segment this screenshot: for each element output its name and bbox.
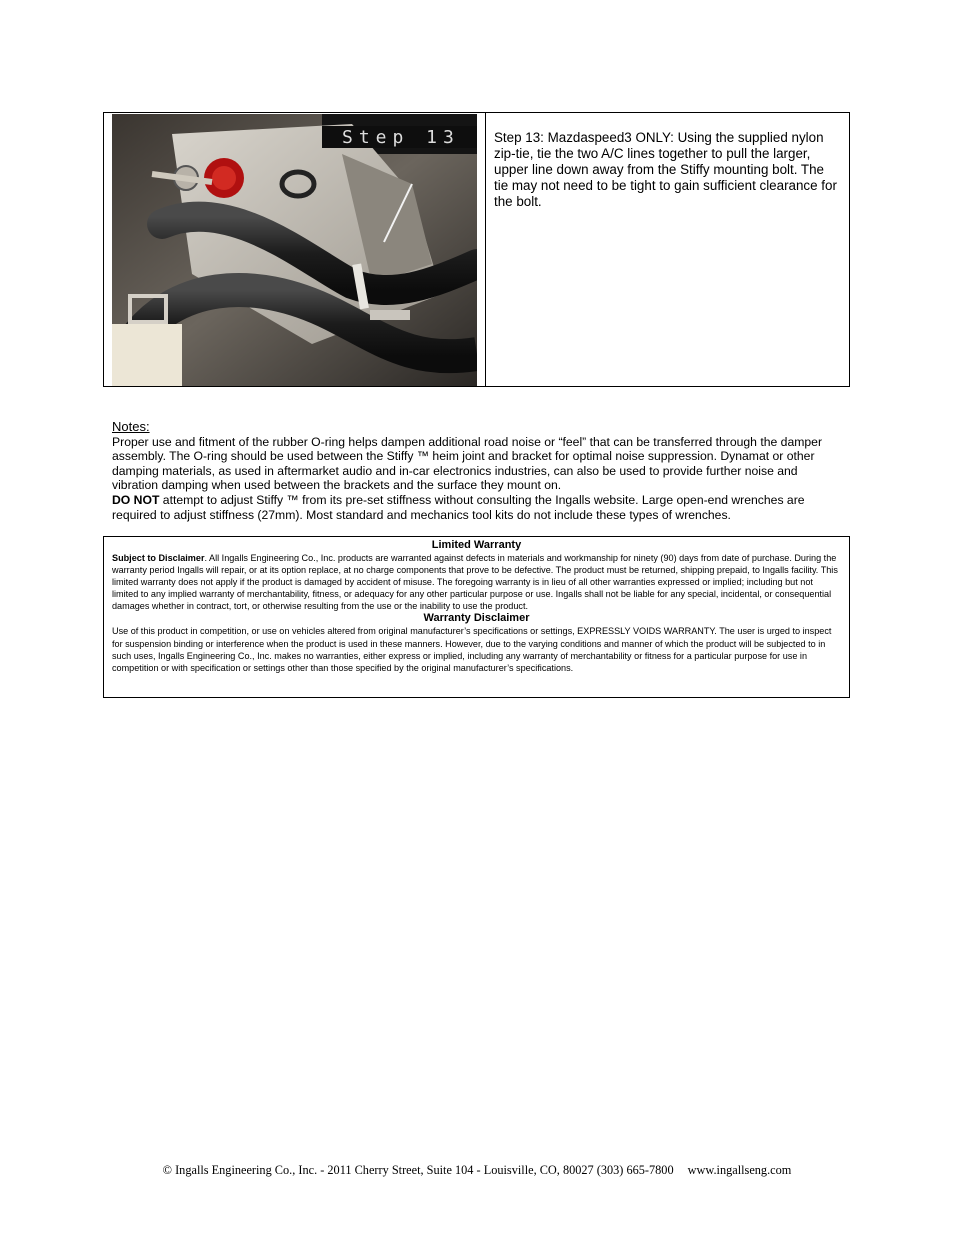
- footer-address: © Ingalls Engineering Co., Inc. - 2011 Cherry Street, Suite 104 - Louisville, CO, 80027 (303) 665-7800: [162, 1163, 674, 1177]
- warranty-disclaimer-text: Use of this product in competition, or use on vehicles altered from original manufacturer’s specifications or settings, EXPRESSLY VOIDS WARRANTY. The user is urged to inspect for suspension binding or interference when the product is used in these manners. However, due to the varying conditions and manner of which the product will be subjected to in such uses, Ingalls Engineering Co., Inc. makes no warranties, either express or implied, including any warranty of merchantability or fitness for a particular purpose for use in competition or with specification or settings other than those specified by the original manufacturer’s specifications.: [112, 626, 832, 673]
- engine-bay-photo: [112, 114, 477, 386]
- step-photo-label: Step 13: [342, 127, 460, 148]
- warranty-disclaimer-title: Warranty Disclaimer: [423, 612, 530, 625]
- do-not-label: DO NOT: [112, 492, 160, 507]
- notes-paragraph-adjust-text: attempt to adjust Stiffy ™ from its pre-set stiffness without consulting the Ingalls website. Large open-end wrenches are required to adjust stiffness (27mm). Most standard and mechanics tool kits do not include these types of wrenches.: [112, 492, 805, 522]
- limited-warranty-title: Limited Warranty: [431, 539, 522, 551]
- step-table: [103, 112, 850, 387]
- photo-cell: [104, 113, 486, 386]
- step-instruction: Step 13: Mazdaspeed3 ONLY: Using the supplied nylon zip-tie, tie the two A/C lines together to pull the larger, upper line down away from the Stiffy mounting bolt. The tie may not need to be tight to gain sufficient clearance for the bolt.: [494, 130, 837, 209]
- notes-section: [112, 420, 846, 522]
- notes-paragraph-oring: Proper use and fitment of the rubber O-ring helps dampen additional road noise or “feel” that can be transferred through the damper assembly. The O-ring should be used between the Stiffy ™ heim joint and bracket for optimal noise suppression. Dynamat or other damping materials, as used in aftermarket audio and in-car electronics industries, can also be used to provide further noise and vibration damping when used between the brackets and the surface they mount on.: [112, 434, 822, 493]
- subject-to-disclaimer-label: Subject to Disclaimer: [112, 553, 205, 563]
- notes-heading: Notes:: [112, 419, 150, 434]
- footer-website: www.ingallseng.com: [687, 1163, 792, 1177]
- page-footer: [0, 1163, 954, 1178]
- notes-paragraph-adjust: [112, 493, 846, 522]
- warranty-box: [103, 536, 850, 698]
- limited-warranty-body: . All Ingalls Engineering Co., Inc. products are warranted against defects in materials and workmanship for ninety (90) days from date of purchase. During the warranty period Ingalls will repair, or at its option replace, at no charge components that prove to be defective. The product must be returned, shipping prepaid, to Ingalls facility. This limited warranty does not apply if the product is damaged by accident of misuse. The foregoing warranty is in lieu of all other warranties expressed or implied; including but not limited to any implied warranty of merchantability, fitness, or adequacy for any other particular purpose or use. Ingalls shall not be liable for any special, incidental, or consequential damages whether in contract, tort, or otherwise resulting from the use or the inability to use the product.: [112, 553, 838, 612]
- limited-warranty-text: [112, 552, 841, 612]
